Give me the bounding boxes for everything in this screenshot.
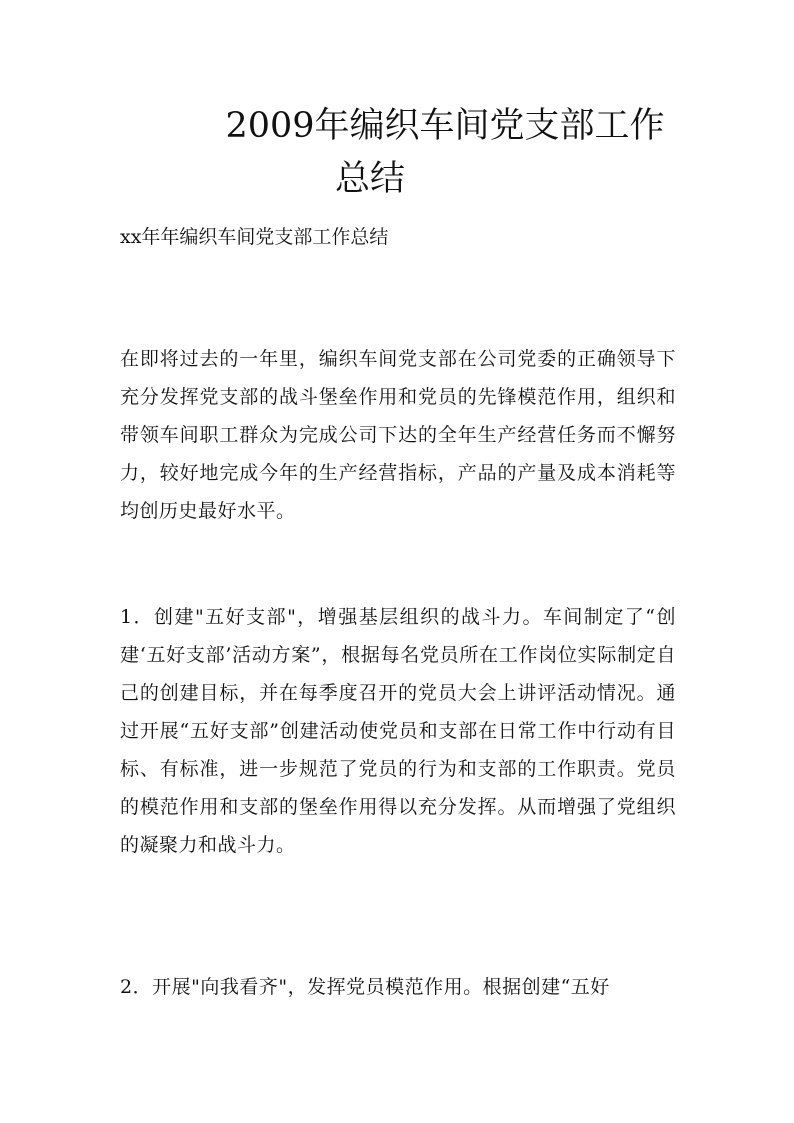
title-line-1: 2009年编织车间党支部工作 [225,106,665,146]
title-line-2: 总结 [334,159,405,199]
document-subtitle: xx年年编织车间党支部工作总结 [120,226,389,248]
paragraph-item-1: 1．创建"五好支部"，增强基层组织的战斗力。车间制定了“创建‘五好支部’活动方案”，根据每名党员所在工作岗位实际制定自己的创建目标，并在每季度召开的党员大会上讲评活动情况。通过开展“五好支部”创建活动使党员和支部在日常工作中行动有目标、有标准，进一步规范了党员的行为和支部的工作职责。党员的模范作用和支部的堡垒作用得以充分发挥。从而增强了党组织的凝聚力和战斗力。 [120,606,676,856]
document-title [120,100,760,206]
paragraph-item-2: 2．开展"向我看齐"，发挥党员模范作用。根据创建“五好 [120,976,610,998]
paragraph-intro: 在即将过去的一年里，编织车间党支部在公司党委的正确领导下充分发挥党支部的战斗堡垒作用和党员的先锋模范作用，组织和带领车间职工群众为完成公司下达的全年生产经营任务而不懈努力，较好地完成今年的生产经营指标，产品的产量及成本消耗等均创历史最好水平。 [120,348,676,522]
